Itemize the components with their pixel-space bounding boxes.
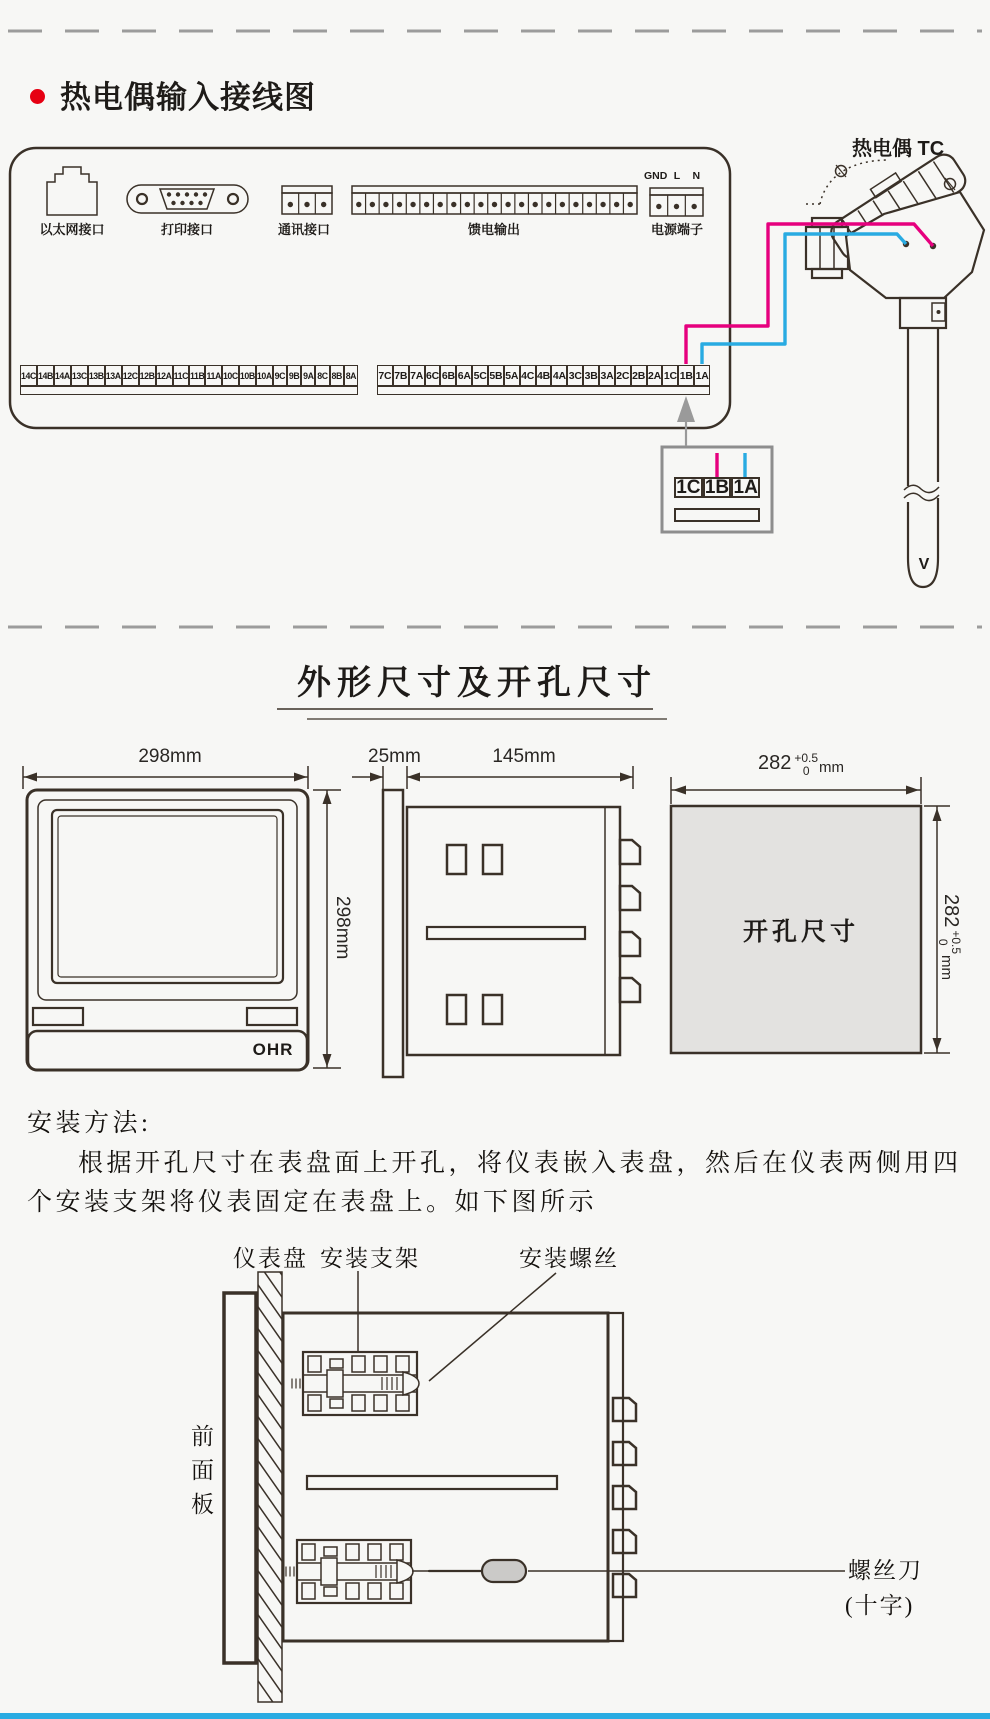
bracket-label: 安装支架 <box>320 1246 420 1271</box>
terminal-cell: 5A <box>504 365 520 386</box>
terminal-cell: 8B <box>330 365 344 386</box>
ethernet-port-label: 以太网接口 <box>39 222 105 237</box>
terminal-cell: 11B <box>189 365 205 386</box>
install-diagram <box>224 1238 845 1719</box>
terminal-cell: 10B <box>239 365 256 386</box>
terminal-cell: 8C <box>315 365 329 386</box>
strip-base <box>20 386 358 395</box>
terminal-cell: 9B <box>287 365 301 386</box>
bottom-accent-bar <box>0 1713 990 1719</box>
terminal-cell: 2B <box>631 365 647 386</box>
feed-output-label: 馈电输出 <box>467 222 520 237</box>
section2-title: 外形尺寸及开孔尺寸 <box>297 664 657 702</box>
terminal-cell: 2C <box>615 365 631 386</box>
dim-value: 282 <box>757 752 792 774</box>
terminal-cell: 13A <box>105 365 122 386</box>
detail-terminal-cells <box>674 477 760 522</box>
screwdriver-label: 螺丝刀 <box>848 1558 923 1583</box>
install-heading: 安装方法: <box>27 1110 152 1137</box>
thermocouple-drawing <box>806 142 984 587</box>
terminal-cell: 7B <box>393 365 409 386</box>
pin-l: L <box>673 170 681 182</box>
terminal-cell: 6C <box>425 365 441 386</box>
cutout-width-dim <box>746 752 856 778</box>
terminal-cell: 1B <box>678 365 694 386</box>
terminal-cell: 4A <box>551 365 567 386</box>
pin-gnd: GND <box>644 170 668 182</box>
terminal-cell: 11A <box>205 365 221 386</box>
terminal-cell: 12C <box>122 365 139 386</box>
terminal-cell: 11C <box>173 365 189 386</box>
terminal-cell: 10C <box>222 365 239 386</box>
power-pin-labels <box>644 170 706 182</box>
terminal-cell: 1A <box>731 477 760 498</box>
terminal-cell: 1B <box>703 477 732 498</box>
terminal-cell: 4B <box>536 365 552 386</box>
brand-logo: OHR <box>252 1040 294 1059</box>
section-bullet-icon <box>30 89 45 104</box>
section2-title-underline <box>277 709 667 719</box>
dim-unit: mm <box>938 955 955 981</box>
power-terminal-label: 电源端子 <box>650 222 703 237</box>
side-depth-dim: 145mm <box>492 746 556 767</box>
terminal-cell: 13B <box>88 365 105 386</box>
terminal-strip-left <box>20 365 358 395</box>
terminal-cell: 14C <box>20 365 37 386</box>
dim-tol-zero: 0 <box>802 764 810 779</box>
terminal-cell: 3B <box>583 365 599 386</box>
section1-title: 热电偶输入接线图 <box>60 80 316 115</box>
pin-n: N <box>692 170 701 182</box>
terminal-cell: 3A <box>599 365 615 386</box>
terminal-cell: 12A <box>156 365 173 386</box>
terminal-cell: 6B <box>440 365 456 386</box>
ethernet-port-icon <box>47 167 97 215</box>
thermocouple-label: 热电偶 TC <box>852 138 945 160</box>
screws-label: 安装螺丝 <box>519 1246 619 1271</box>
side-view-drawing <box>352 766 640 1077</box>
terminal-cell: 7C <box>377 365 393 386</box>
terminal-block-icons <box>282 186 703 216</box>
terminal-cell: 12B <box>139 365 156 386</box>
install-paragraph-line2: 个安装支架将仪表固定在表盘上。如下图所示 <box>27 1189 598 1216</box>
terminal-cell: 14A <box>54 365 71 386</box>
dim-unit: mm <box>819 759 845 776</box>
terminal-cell: 1C <box>662 365 678 386</box>
terminal-cell: 7A <box>409 365 425 386</box>
terminal-cell: 9C <box>273 365 287 386</box>
terminal-cell: 1A <box>694 365 710 386</box>
screwdriver-icon <box>412 1560 526 1582</box>
terminal-cell: 9A <box>301 365 315 386</box>
terminal-cell: 5C <box>472 365 488 386</box>
strip-base <box>377 386 710 395</box>
dim-tol-plus: +0.5 <box>794 751 819 765</box>
printer-port-icon <box>127 185 248 213</box>
comm-port-label: 通讯接口 <box>277 222 330 237</box>
strip-base <box>674 508 760 522</box>
front-view-drawing <box>23 766 341 1070</box>
panel-label: 仪表盘 <box>233 1246 308 1271</box>
cutout-label: 开孔尺寸 <box>742 919 859 946</box>
terminal-cell: 8A <box>344 365 358 386</box>
terminal-cell: 3C <box>567 365 583 386</box>
terminal-cell: 5B <box>488 365 504 386</box>
probe-tip-mark: V <box>918 556 930 573</box>
printer-port-label: 打印接口 <box>160 222 213 237</box>
install-paragraph-line1: 根据开孔尺寸在表盘面上开孔，将仪表嵌入表盘，然后在仪表两侧用四 <box>78 1150 962 1177</box>
terminal-cell: 6A <box>456 365 472 386</box>
front-panel-label: 前面板 <box>188 1424 213 1526</box>
front-height-dim: 298mm <box>332 896 353 960</box>
terminal-cell: 1C <box>674 477 703 498</box>
terminal-cell: 4C <box>520 365 536 386</box>
cutout-height-dim <box>936 882 962 992</box>
front-width-dim: 298mm <box>138 746 202 767</box>
screwdriver-type-label: (十字) <box>845 1593 915 1618</box>
dim-tol-zero: 0 <box>935 938 950 946</box>
dim-value: 282 <box>940 893 962 928</box>
dim-tol-plus: +0.5 <box>949 930 963 955</box>
terminal-strip-right <box>377 365 710 395</box>
terminal-cell: 10A <box>256 365 273 386</box>
terminal-cell: 2A <box>647 365 663 386</box>
terminal-cell: 14B <box>37 365 54 386</box>
terminal-cell: 13C <box>71 365 88 386</box>
side-bezel-dim: 25mm <box>368 746 421 767</box>
